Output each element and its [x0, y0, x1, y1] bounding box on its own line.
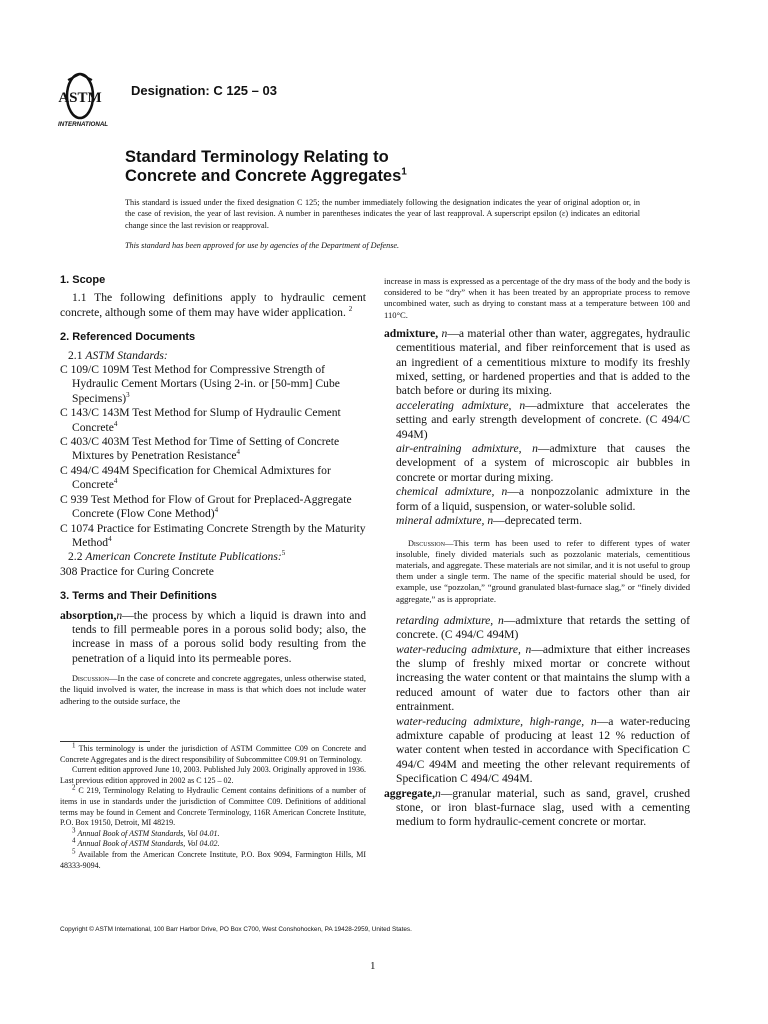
- title-footnote-ref: 1: [401, 166, 407, 178]
- title-line-2: Concrete and Concrete Aggregates: [125, 167, 402, 185]
- copyright-notice: Copyright © ASTM International, 100 Barr Harbor Drive, PO Box C700, West Conshohocken, PA 19428-2959, United States.: [60, 926, 412, 933]
- reference-item: C 403/C 403M Test Method for Time of Setting of Concrete Mixtures by Penetration Resistance$^4$: [60, 435, 340, 463]
- scope-text: 1.1 The following definitions apply to hydraulic cement concrete, although some of them may have wider application. $^2$: [60, 291, 366, 319]
- footnote: $^4$ Annual Book of ASTM Standards, Vol 04.02.: [72, 836, 220, 849]
- references-sub2: 2.2 American Concrete Institute Publications:$^5$: [68, 549, 286, 564]
- chemical-admixture-definition: chemical admixture, n—a nonpozzolanic admixture in the form of a liquid, suspension, or water-soluble solid.: [396, 485, 691, 513]
- absorption-discussion: Discussion—In the case of concrete and concrete aggregates, unless otherwise stated, the liquid involved is water, the increase in mass is that which does not include water adhering to the outside surface, the: [60, 673, 366, 706]
- logo-subtext: INTERNATIONAL: [58, 121, 109, 128]
- approved-note: This standard has been approved for use by agencies of the Department of Defense.: [125, 241, 400, 250]
- references-sub1: 2.1 ASTM Standards:: [68, 348, 168, 362]
- left-column: [60, 273, 366, 707]
- footnotes: [60, 741, 367, 871]
- absorption-discussion-continued: increase in mass is expressed as a percentage of the dry mass of the body and the body is considered to be “dry” when it has been treated by an appropriate process to remove uncombined water, such as drying to constant mass at a temperature between 100 and 110°C.: [384, 276, 690, 320]
- right-column: [384, 276, 690, 830]
- footnote: $^2$ C 219, Terminology Relating to Hydraulic Cement contains definitions of a number of items in use in standards under the jurisdiction of Committee C09. Definitions of additional terms may be found in Cement and Concrete Terminology, 116R American Concrete Institute, P.O. Box 19150, Detroit, MI 48219.: [60, 783, 367, 828]
- footnote: Current edition approved June 10, 2003. Published July 2003. Originally approved in 1936. Last previous edition approved in 2002 as C 125 – 02.: [60, 765, 366, 785]
- footnote: $^1$ This terminology is under the jurisdiction of ASTM Committee C09 on Concrete and Concrete Aggregates and is the direct responsibility of Subcommittee C09.91 on Terminology.: [60, 741, 367, 764]
- aci-reference-item: 308 Practice for Curing Concrete: [60, 564, 214, 578]
- high-range-water-reducing-definition: water-reducing admixture, high-range, n—a water-reducing admixture capable of producing at least 12 % reduction of water content when tested in accordance with Specification C 494/C 494M and meeting the other relevant requirements of Specification C 494/C 494M.: [396, 714, 690, 786]
- terms-heading: 3. Terms and Their Definitions: [60, 590, 217, 603]
- footnote: $^3$ Annual Book of ASTM Standards, Vol 04.01.: [72, 826, 220, 838]
- footnote: $^5$ Available from the American Concrete Institute, P.O. Box 9094, Farmington Hills, MI 48333-9094.: [60, 847, 366, 870]
- reference-item: C 939 Test Method for Flow of Grout for Preplaced-Aggregate Concrete (Flow Cone Method)$^4$: [60, 492, 352, 521]
- page-number: 1: [370, 960, 376, 972]
- mineral-admixture-discussion: Discussion—This term has been used to refer to different types of water insoluble, finely divided materials such as pozzolanic materials, cementitious materials, and aggregate. These materials are not similar, and it is not useful to group them under a single term. The name of the specific material should be used, for example, use “pozzolan,” “ground granulated blast-furnace slag,” or “finely divided aggregate,” as is appropriate.: [396, 537, 690, 604]
- reference-item: C 109/C 109M Test Method for Compressive Strength of Hydraulic Cement Mortars (Using 2-in. or [50-mm] Cube Specimens)$^3$: [60, 363, 340, 405]
- aggregate-definition: aggregate,n—granular material, such as sand, gravel, crushed stone, or iron blast-furnace slag, used with a cementing medium to form hydraulic-cement concrete or mortar.: [384, 786, 690, 829]
- reference-item: C 494/C 494M Specification for Chemical Admixtures for Concrete$^4$: [60, 463, 331, 492]
- mineral-admixture-definition: mineral admixture, n—deprecated term.: [396, 514, 582, 528]
- accelerating-admixture-definition: accelerating admixture, n—admixture that accelerates the setting and early strength development of concrete. (C 494/C 494M): [396, 398, 690, 441]
- air-entraining-admixture-definition: air-entraining admixture, n—admixture that causes the development of a system of microscopic air bubbles in concrete or mortar during mixing.: [396, 442, 690, 484]
- water-reducing-admixture-definition: water-reducing admixture, n—admixture that either increases the slump of freshly mixed mortar or concrete without increasing the water content or that maintains the slump with a reduced amount of water due to factors other than air entrainment.: [396, 642, 690, 714]
- designation: Designation: C 125 – 03: [131, 83, 277, 98]
- logo-letters: ASTM: [58, 90, 102, 106]
- aggregate-term: aggregate,: [384, 786, 435, 800]
- reference-item: C 1074 Practice for Estimating Concrete Strength by the Maturity Method$^4$: [60, 521, 366, 549]
- absorption-term: absorption,: [60, 608, 117, 622]
- issued-note: This standard is issued under the fixed designation C 125; the number immediately following the designation indicates the year of original adoption or, in the case of revision, the year of last revision. A number in parentheses indicates the year of last reapproval. A superscript epsilon (ε) indicates an editorial change since the last revision or reapproval.: [125, 198, 640, 230]
- references-heading: 2. Referenced Documents: [60, 331, 196, 344]
- retarding-admixture-definition: retarding admixture, n—admixture that retards the setting of concrete. (C 494/C 494M): [396, 613, 690, 642]
- admixture-definition: admixture, n—a material other than water, aggregates, hydraulic cementitious material, and fiber reinforcement that is used as an ingredient of a cementitious mixture to modify its freshly mixed, setting, or hardened properties and that is added to the batch before or during its mixing.: [384, 326, 690, 398]
- reference-item: C 143/C 143M Test Method for Slump of Hydraulic Cement Concrete$^4$: [60, 406, 341, 434]
- astm-logo-icon: [58, 68, 122, 130]
- scope-heading: 1. Scope: [60, 274, 106, 286]
- admixture-term: admixture,: [384, 326, 439, 340]
- absorption-definition: absorption,n—the process by which a liquid is drawn into and tends to fill permeable pores in a porous solid body; also, the increase in mass of a porous solid body resulting from the penetration of a liquid into its permeable pores.: [60, 608, 366, 665]
- title-line-1: Standard Terminology Relating to: [125, 148, 389, 166]
- astm-logo: [58, 68, 122, 130]
- document-title: [125, 148, 407, 186]
